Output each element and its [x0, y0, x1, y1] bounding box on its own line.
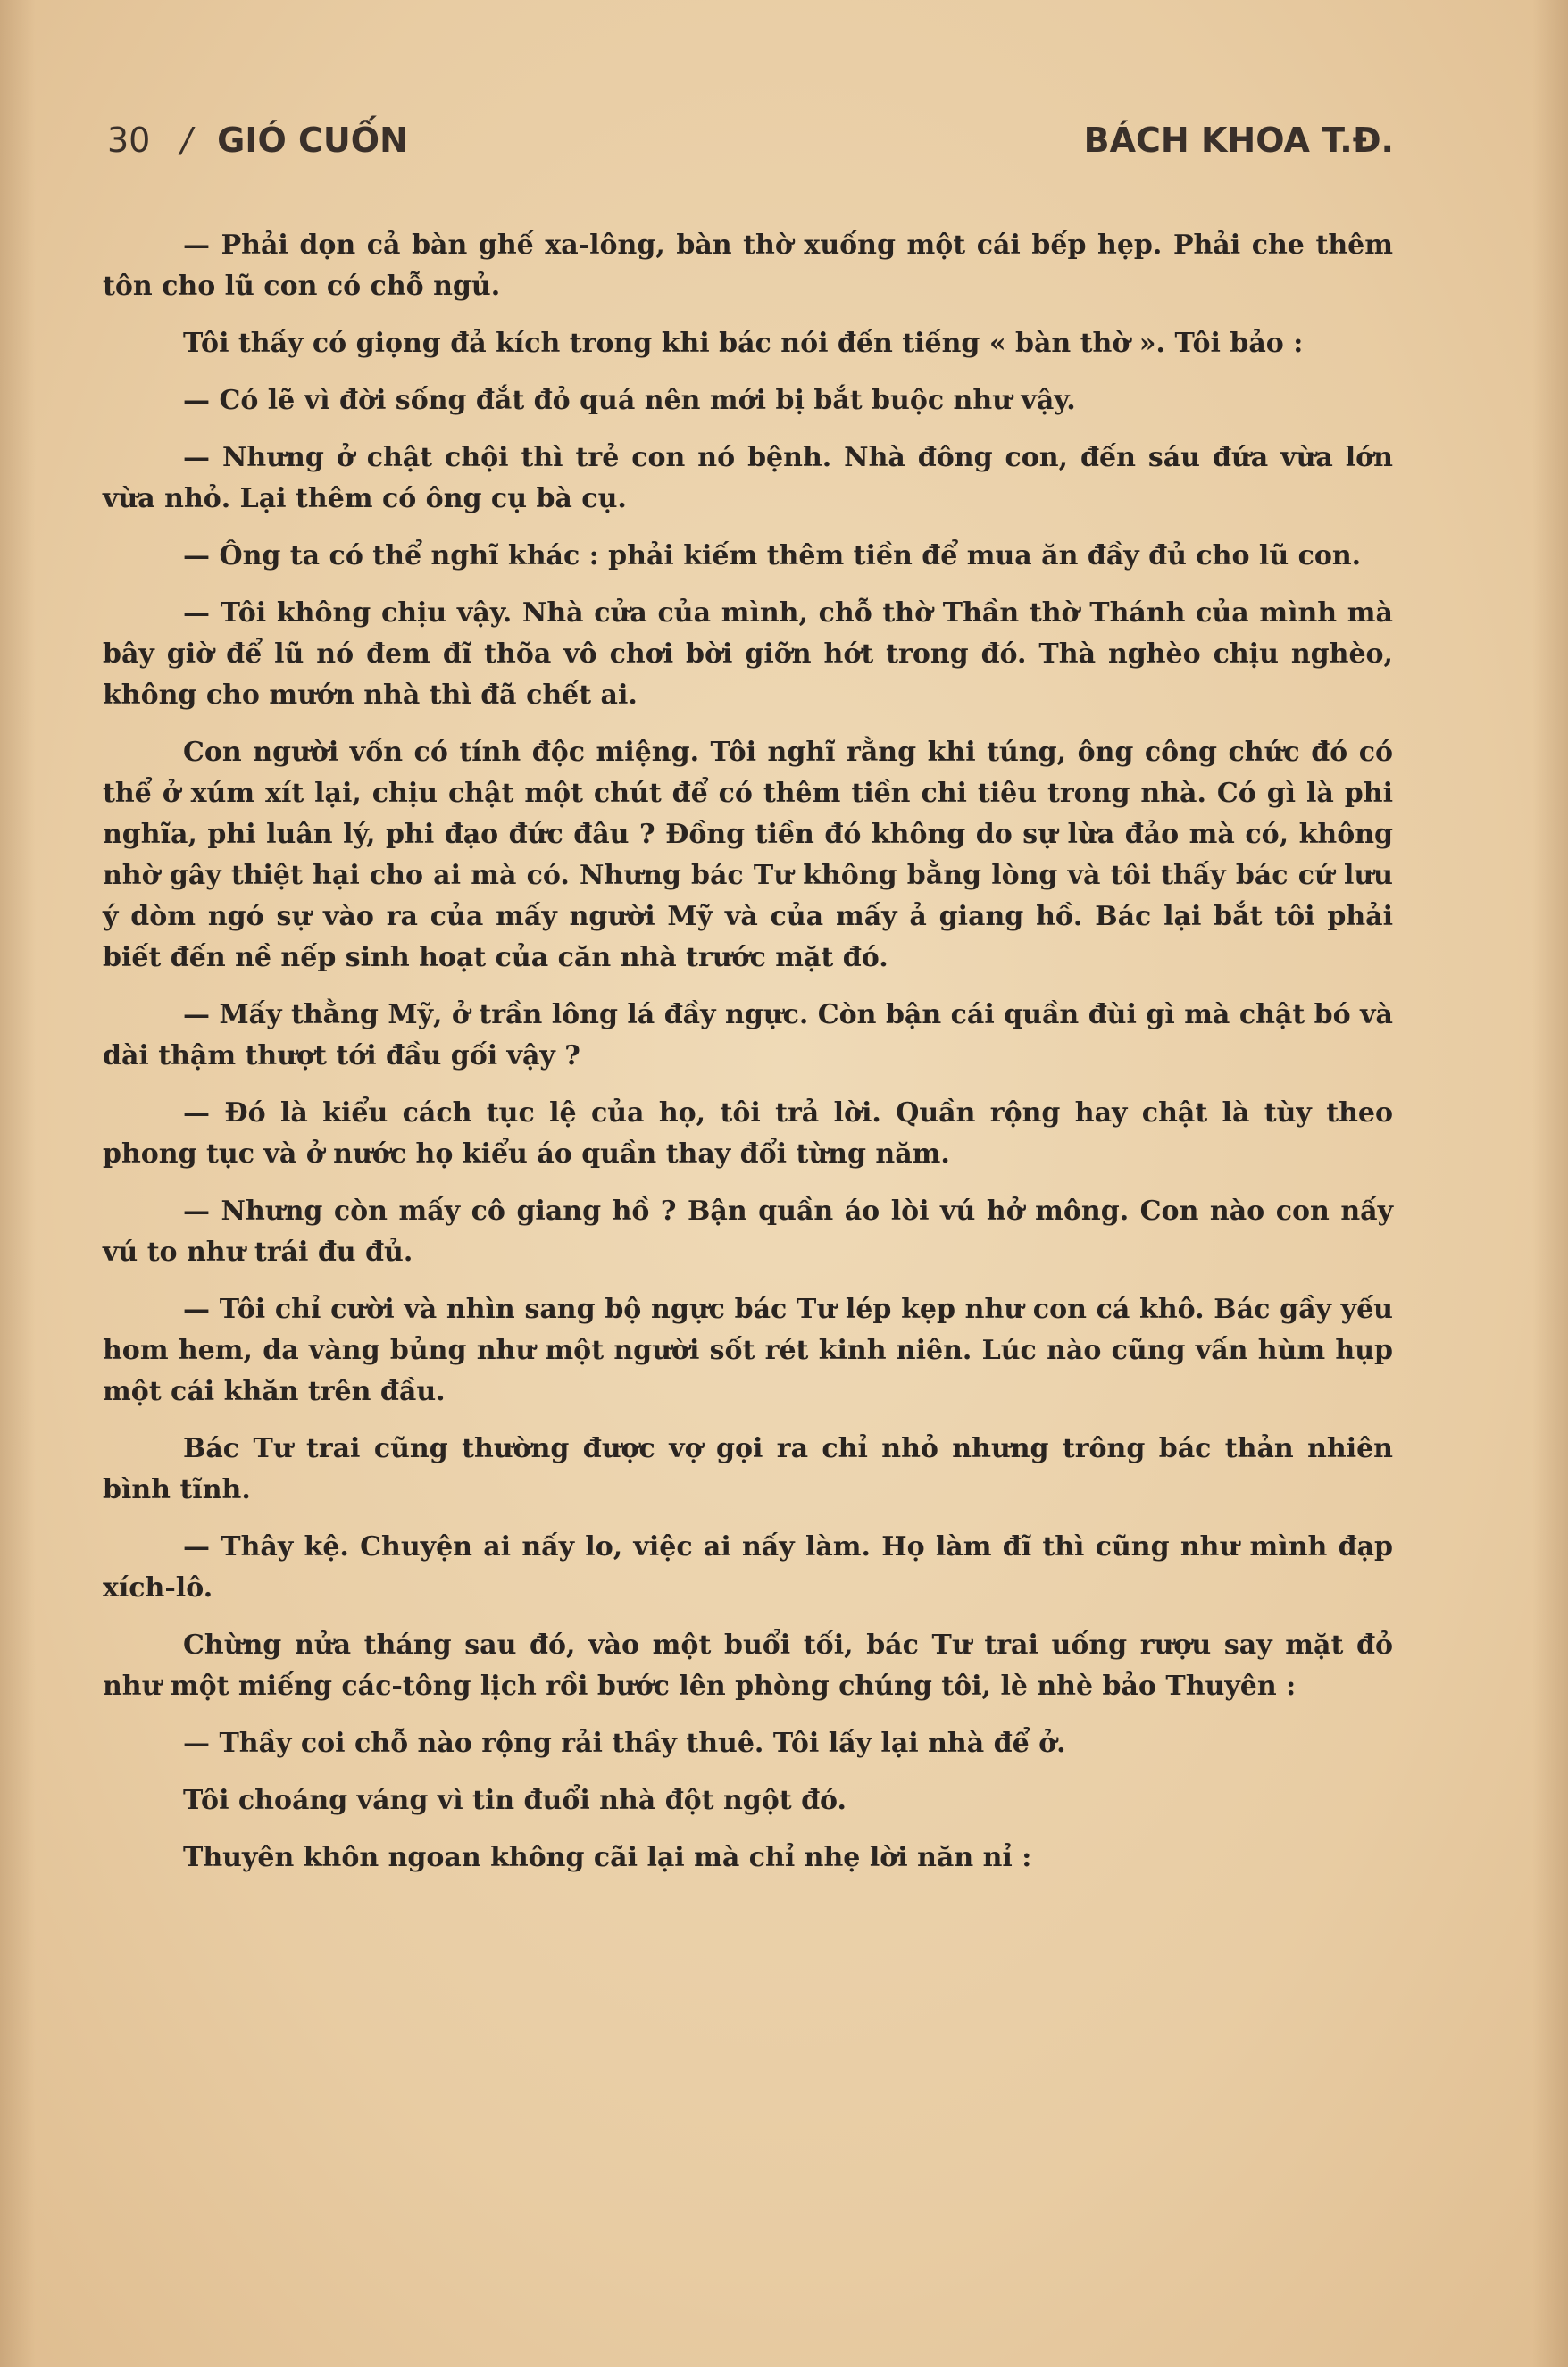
paragraph: — Phải dọn cả bàn ghế xa-lông, bàn thờ xuống một cái bếp hẹp. Phải che thêm tôn cho lũ con có chỗ ngủ.	[103, 229, 1393, 302]
paragraph: Tôi thấy có giọng đả kích trong khi bác nói đến tiếng « bàn thờ ». Tôi bảo :	[183, 328, 1304, 359]
header-separator: /	[180, 121, 193, 160]
paragraph: — Đó là kiểu cách tục lệ của họ, tôi trả lời. Quần rộng hay chật là tùy theo phong tục và ở nước họ kiểu áo quần thay đổi từng năm.	[103, 1097, 1393, 1170]
paragraph: — Mấy thằng Mỹ, ở trần lông lá đầy ngực. Còn bận cái quần đùi gì mà chật bó và dài thậm thượt tới đầu gối vậy ?	[103, 999, 1393, 1071]
page-edge-shadow-left	[0, 0, 36, 2367]
paragraph: Con người vốn có tính độc miệng. Tôi nghĩ rằng khi túng, ông công chức đó có thể ở xúm xít lại, chịu chật một chút để có thêm tiền chi tiêu trong nhà. Có gì là phi nghĩa, phi luân lý, phi đạo đức đâu ? Đồng tiền đó không do sự lừa đảo mà có, không nhờ gây thiệt hại cho ai mà có. Nhưng bác Tư không bằng lòng và tôi thấy bác cứ lưu ý dòm ngó sự vào ra của mấy người Mỹ và của mấy ả giang hồ. Bác lại bắt tôi phải biết đến nề nếp sinh hoạt của căn nhà trước mặt đó.	[103, 737, 1393, 973]
chapter-title: GIÓ CUỐN	[217, 121, 408, 160]
paragraph: — Có lẽ vì đời sống đắt đỏ quá nên mới bị bắt buộc như vậy.	[183, 385, 1076, 416]
paragraph: — Nhưng ở chật chội thì trẻ con nó bệnh. Nhà đông con, đến sáu đứa vừa lớn vừa nhỏ. Lại thêm có ông cụ bà cụ.	[103, 442, 1393, 514]
paragraph: Bác Tư trai cũng thường được vợ gọi ra chỉ nhỏ nhưng trông bác thản nhiên bình tĩnh.	[103, 1433, 1393, 1505]
publication-name: BÁCH KHOA T.Đ.	[1083, 121, 1394, 160]
page-edge-shadow-right	[1532, 0, 1568, 2367]
paragraph: — Nhưng còn mấy cô giang hồ ? Bận quần áo lòi vú hở mông. Con nào con nấy vú to như trái đu đủ.	[103, 1196, 1393, 1268]
paragraph: — Tôi chỉ cười và nhìn sang bộ ngực bác Tư lép kẹp như con cá khô. Bác gầy yếu hom hem, da vàng bủng như một người sốt rét kinh niên. Lúc nào cũng vấn hùm hụp một cái khăn trên đầu.	[103, 1294, 1393, 1407]
paragraph: — Ông ta có thể nghĩ khác : phải kiếm thêm tiền để mua ăn đầy đủ cho lũ con.	[183, 540, 1362, 571]
page-number: 30	[107, 121, 151, 160]
paragraph: — Thầy coi chỗ nào rộng rải thầy thuê. Tôi lấy lại nhà để ở.	[183, 1728, 1066, 1759]
page-body-text	[103, 225, 1393, 1895]
running-header	[107, 121, 1394, 160]
paragraph: — Thây kệ. Chuyện ai nấy lo, việc ai nấy làm. Họ làm đĩ thì cũng như mình đạp xích-lô.	[103, 1531, 1393, 1604]
paragraph: Chừng nửa tháng sau đó, vào một buổi tối, bác Tư trai uống rượu say mặt đỏ như một miếng các-tông lịch rồi bước lên phòng chúng tôi, lè nhè bảo Thuyên :	[103, 1629, 1393, 1702]
paragraph: Thuyên khôn ngoan không cãi lại mà chỉ nhẹ lời năn nỉ :	[183, 1842, 1032, 1873]
paragraph: Tôi choáng váng vì tin đuổi nhà đột ngột đó.	[183, 1785, 847, 1816]
paragraph: — Tôi không chịu vậy. Nhà cửa của mình, chỗ thờ Thần thờ Thánh của mình mà bây giờ để lũ nó đem đĩ thõa vô chơi bời giỡn hớt trong đó. Thà nghèo chịu nghèo, không cho mướn nhà thì đã chết ai.	[103, 597, 1393, 711]
